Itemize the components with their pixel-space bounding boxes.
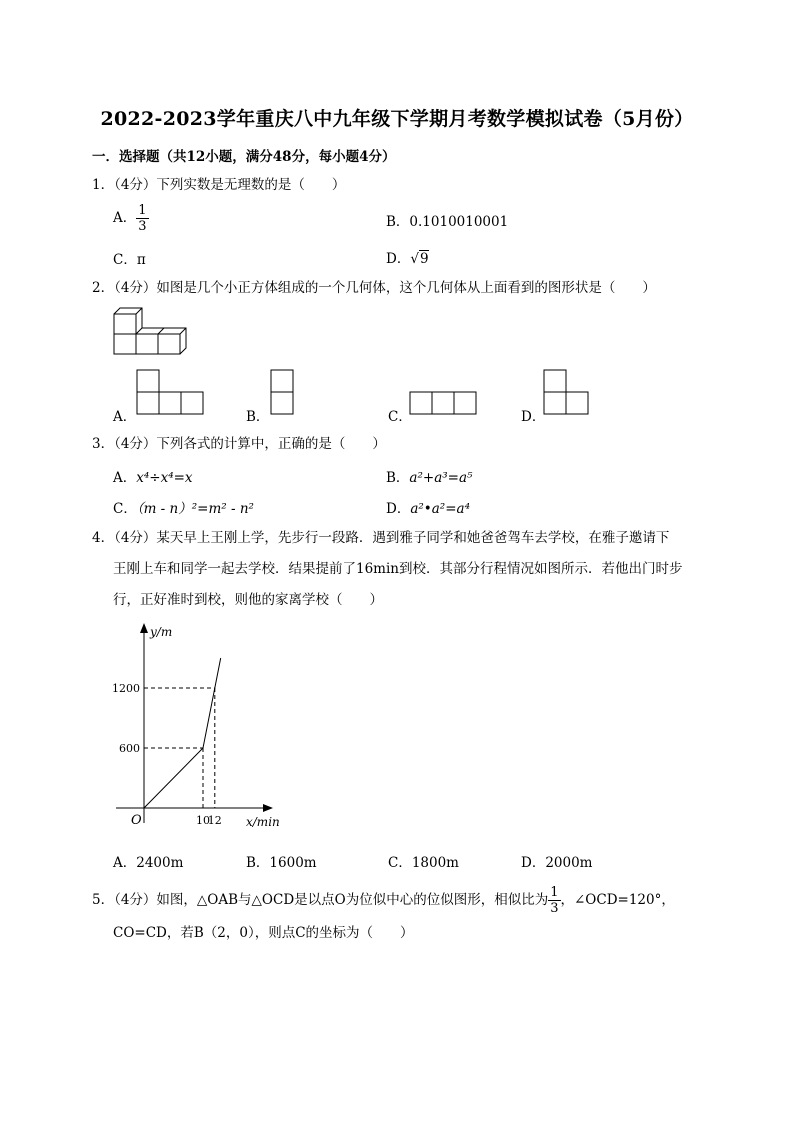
q1-d-prefix: D． bbox=[386, 251, 411, 267]
q1-a-numerator: 1 bbox=[138, 203, 147, 218]
q3-b-prefix: B． bbox=[386, 470, 410, 486]
y-axis-label: y/m bbox=[150, 625, 173, 639]
q3-option-c[interactable] bbox=[113, 497, 254, 517]
q3-c-prefix: C． bbox=[113, 501, 137, 517]
page-title: 2022-2023学年重庆八中九年级下学期月考数学模拟试卷（5月份） bbox=[100, 108, 694, 130]
q2-option-c-label[interactable]: C． bbox=[388, 409, 412, 425]
x-tick-label-1: 12 bbox=[207, 814, 222, 827]
sqrt-sign-icon: √ bbox=[410, 251, 419, 267]
q4-line-2: 王刚上车和同学一起去学校．结果提前了16min到校．其部分行程情况如图所示．若他出门时步 bbox=[113, 561, 683, 577]
x-axis-label: x/min bbox=[246, 815, 280, 829]
q2-option-a-figure[interactable] bbox=[136, 368, 206, 416]
q2-option-b-figure[interactable] bbox=[270, 368, 296, 416]
q5-ratio-numerator: 1 bbox=[550, 885, 559, 900]
q4-line-1: 4．（4分）某天早上王刚上学，先步行一段路．遇到雅子同学和她爸爸驾车去学校，在雅子邀请下 bbox=[92, 530, 670, 546]
q3-option-d[interactable] bbox=[386, 497, 470, 517]
q2-option-a-label[interactable]: A． bbox=[113, 409, 137, 425]
q3-option-a[interactable] bbox=[113, 466, 193, 486]
q1-a-denominator: 3 bbox=[138, 219, 147, 234]
q1-option-b[interactable]: B．0.1010010001 bbox=[386, 214, 509, 230]
q2-option-d-figure[interactable] bbox=[543, 368, 591, 416]
q3-d-expression: a²•a²=a⁴ bbox=[410, 501, 470, 517]
section-heading: 一．选择题（共12小题，满分48分，每小题4分） bbox=[92, 149, 396, 165]
y-tick-label-0: 600 bbox=[119, 742, 140, 755]
q5-ratio-fraction bbox=[548, 885, 560, 916]
q5-line-2: CO=CD，若B（2，0），则点C的坐标为（ ） bbox=[113, 925, 414, 941]
q4-option-c[interactable]: C．1800m bbox=[388, 855, 459, 871]
q5-ratio-denominator: 3 bbox=[550, 901, 559, 916]
q1-option-a[interactable] bbox=[113, 203, 149, 234]
q2-stem: 2．（4分）如图是几个小正方体组成的一个几何体，这个几何体从上面看到的图形状是（ ） bbox=[92, 280, 656, 296]
q4-line-3: 行，正好准时到校，则他的家离学校（ ） bbox=[113, 592, 383, 608]
q5-line-1 bbox=[92, 885, 675, 916]
q3-a-prefix: A． bbox=[113, 470, 137, 486]
tick-labels bbox=[112, 682, 222, 827]
q1-a-fraction bbox=[136, 203, 148, 234]
q3-d-prefix: D． bbox=[386, 501, 411, 517]
q5-line-1-start: 5．（4分）如图，△OAB与△OCD是以点O为位似中心的位似图形，相似比为 bbox=[92, 892, 549, 908]
q3-b-expression: a²+a³=a⁵ bbox=[409, 470, 473, 486]
q3-stem: 3．（4分）下列各式的计算中，正确的是（ ） bbox=[92, 436, 386, 452]
origin-label: O bbox=[131, 813, 142, 828]
x-tick-label-0: 10 bbox=[196, 814, 210, 827]
q1-d-sqrt bbox=[410, 251, 428, 267]
y-tick-label-1: 1200 bbox=[112, 682, 140, 695]
series-line bbox=[144, 658, 221, 808]
q1-d-radicand: 9 bbox=[419, 251, 429, 267]
q1-option-c[interactable]: C．π bbox=[113, 252, 146, 268]
q1-stem: 1．（4分）下列实数是无理数的是（ ） bbox=[92, 177, 346, 193]
q4-option-d[interactable]: D．2000m bbox=[521, 855, 593, 871]
q3-option-b[interactable] bbox=[386, 466, 472, 486]
q2-option-c-figure[interactable] bbox=[409, 390, 479, 416]
q2-cube-solid-figure bbox=[110, 306, 192, 358]
q2-option-d-label[interactable]: D． bbox=[521, 409, 546, 425]
q1-option-d[interactable] bbox=[386, 247, 429, 267]
q4-option-a[interactable]: A．2400m bbox=[113, 855, 184, 871]
q3-c-expression: （m - n）²=m² - n² bbox=[136, 501, 254, 517]
q3-a-expression: x⁴÷x⁴=x bbox=[136, 470, 193, 486]
q1-a-prefix: A． bbox=[113, 210, 137, 226]
dashed-guides bbox=[144, 688, 215, 808]
q4-option-b[interactable]: B．1600m bbox=[246, 855, 317, 871]
q4-distance-time-chart bbox=[108, 618, 298, 836]
q2-option-b-label[interactable]: B． bbox=[246, 409, 270, 425]
q5-line-1-end: ，∠OCD=120°， bbox=[560, 892, 675, 908]
